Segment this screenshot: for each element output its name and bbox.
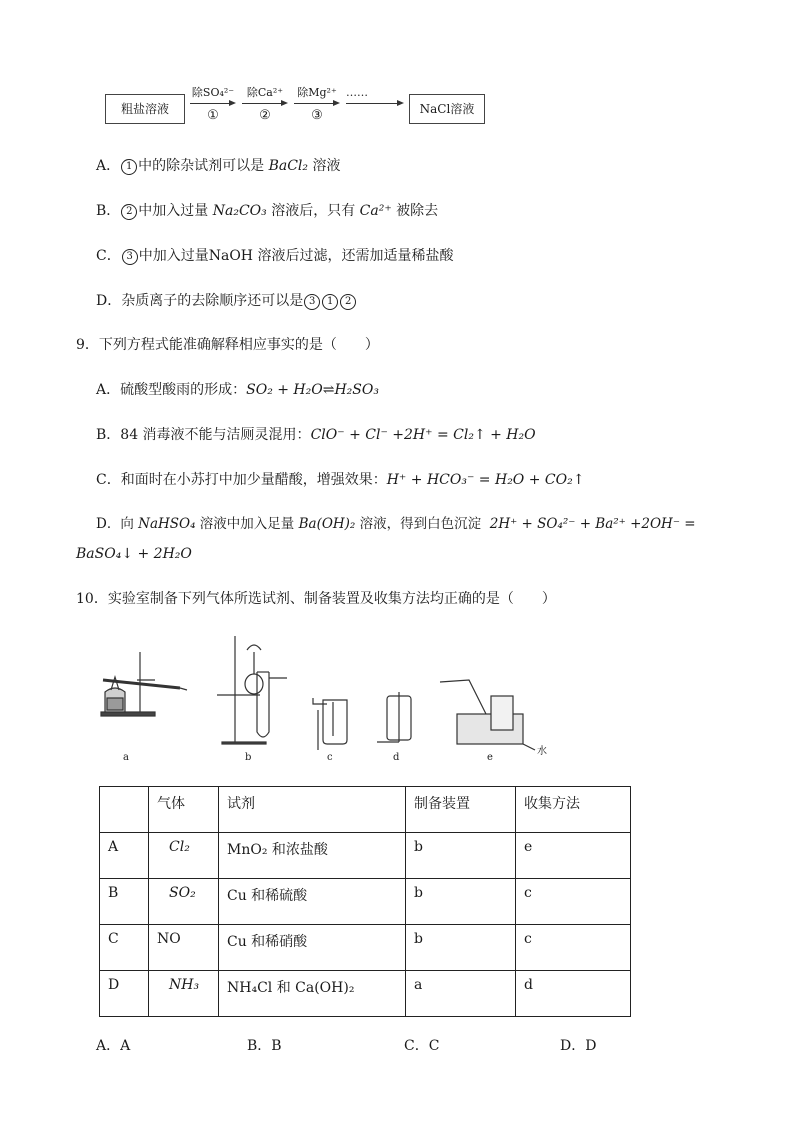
flow-step-1 <box>190 86 236 124</box>
table-cell: c <box>516 925 631 971</box>
arrow-right-icon <box>294 100 340 108</box>
flow-step-num: ① <box>207 108 219 123</box>
q10-stem: 10．实验室制备下列气体所选试剂、制备装置及收集方法均正确的是（ ） <box>76 591 556 607</box>
flow-step-num: ③ <box>311 108 323 123</box>
table-row <box>100 833 631 879</box>
apparatus-label-a: a <box>123 752 129 763</box>
flow-dots: …… <box>346 86 368 99</box>
table-cell: NO <box>149 925 219 971</box>
option-text: 溶液中加入足量 <box>195 516 299 532</box>
table-cell: D <box>100 971 149 1017</box>
arrow-right-icon <box>346 100 404 108</box>
table-header-cell: 收集方法 <box>516 787 631 833</box>
table-cell: NH₃ <box>149 971 219 1017</box>
q9-option-a <box>96 380 379 400</box>
apparatus-d <box>377 692 411 742</box>
table-cell: b <box>406 925 516 971</box>
flow-step-label: 除Mg²⁺ <box>297 86 337 99</box>
table-cell: SO₂ <box>149 879 219 925</box>
arrow-right-icon <box>190 100 236 108</box>
equation: H⁺ + HCO₃⁻ = H₂O + CO₂↑ <box>386 472 585 488</box>
q10-table <box>99 786 631 1017</box>
option-text: 溶液，得到白色沉淀 <box>355 516 482 532</box>
equation: SO₂ + H₂O⇌H₂SO₃ <box>246 382 379 398</box>
equation: 2H⁺ + SO₄²⁻ + Ba²⁺ +2OH⁻ = <box>489 516 696 532</box>
apparatus-label-b: b <box>245 752 252 763</box>
apparatus-figure <box>95 632 555 763</box>
table-header-cell: 试剂 <box>219 787 406 833</box>
q8-option-b <box>96 201 438 221</box>
table-cell: Cu 和稀硝酸 <box>219 925 406 971</box>
option-text: 中加入过量 <box>138 203 213 219</box>
flow-start-box: 粗盐溶液 <box>105 94 185 124</box>
option-text: B．84 消毒液不能与洁厕灵混用： <box>96 427 311 443</box>
q8-option-d <box>96 291 357 311</box>
q8-option-c <box>96 246 453 266</box>
option-text: 溶液后，只有 <box>266 203 360 219</box>
option-prefix: C． <box>96 248 121 264</box>
table-row <box>100 879 631 925</box>
table-cell: a <box>406 971 516 1017</box>
choice-a: A．A <box>96 1038 131 1054</box>
apparatus-e <box>440 680 535 750</box>
table-header-row <box>100 787 631 833</box>
q9-stem: 9．下列方程式能准确解释相应事实的是（ ） <box>76 337 379 353</box>
choice-c: C．C <box>404 1038 440 1054</box>
table-cell: c <box>516 879 631 925</box>
option-prefix: D． <box>96 293 122 309</box>
option-text: 溶液 <box>308 158 341 174</box>
equation: ClO⁻ + Cl⁻ +2H⁺ = Cl₂↑ + H₂O <box>310 427 536 443</box>
table-cell: NH₄Cl 和 Ca(OH)₂ <box>219 971 406 1017</box>
table-cell: b <box>406 879 516 925</box>
table-row <box>100 925 631 971</box>
flow-end-box: NaCl溶液 <box>409 94 485 124</box>
table-cell: e <box>516 833 631 879</box>
table-cell: C <box>100 925 149 971</box>
flow-step-3 <box>294 86 340 124</box>
table-cell: d <box>516 971 631 1017</box>
apparatus-label-d: d <box>393 752 400 763</box>
option-text: D．向 <box>96 516 139 532</box>
option-text: 被除去 <box>391 203 439 219</box>
flow-step-num: ② <box>259 108 271 123</box>
option-text: C．和面时在小苏打中加少量醋酸，增强效果： <box>96 472 387 488</box>
table-cell: b <box>406 833 516 879</box>
apparatus-label-e: e <box>487 752 493 763</box>
formula: BaCl₂ <box>268 158 309 174</box>
flow-step-label: 除SO₄²⁻ <box>191 86 235 99</box>
circled-number: 1 <box>322 294 338 310</box>
table-header-cell <box>100 787 149 833</box>
q9-option-d <box>96 514 696 534</box>
table-cell: Cl₂ <box>149 833 219 879</box>
circled-number: 3 <box>122 249 138 265</box>
table-cell: B <box>100 879 149 925</box>
q9-option-d-cont: BaSO₄↓ + 2H₂O <box>76 546 192 562</box>
formula: NaHSO₄ <box>138 516 196 532</box>
flow-step-2 <box>242 86 288 124</box>
arrow-right-icon <box>242 100 288 108</box>
formula: Ca²⁺ <box>359 203 392 219</box>
option-prefix: A． <box>96 158 121 174</box>
table-row <box>100 971 631 1017</box>
q9-option-c <box>96 470 584 490</box>
apparatus-b <box>217 636 287 744</box>
apparatus-a <box>101 652 187 716</box>
q9-option-b <box>96 425 536 445</box>
option-text: 杂质离子的去除顺序还可以是 <box>121 293 304 309</box>
option-text: 中的除杂试剂可以是 <box>138 158 269 174</box>
choice-b: B．B <box>247 1038 282 1054</box>
choice-d: D．D <box>560 1038 597 1054</box>
table-header-cell: 气体 <box>149 787 219 833</box>
q8-option-a <box>96 156 340 176</box>
water-label: 水 <box>537 746 547 757</box>
formula: Ba(OH)₂ <box>298 516 356 532</box>
circled-number: 1 <box>121 159 137 175</box>
formula: Na₂CO₃ <box>212 203 267 219</box>
option-text: A．硫酸型酸雨的形成： <box>96 382 247 398</box>
apparatus-c <box>313 698 347 750</box>
circled-number: 3 <box>304 294 320 310</box>
table-cell: A <box>100 833 149 879</box>
circled-number: 2 <box>121 204 137 220</box>
flow-step-dots <box>346 86 404 108</box>
circled-number: 2 <box>340 294 356 310</box>
table-header-cell: 制备装置 <box>406 787 516 833</box>
table-cell: Cu 和稀硫酸 <box>219 879 406 925</box>
option-prefix: B． <box>96 203 121 219</box>
option-text: 中加入过量NaOH 溶液后过滤，还需加适量稀盐酸 <box>138 248 454 264</box>
table-cell: MnO₂ 和浓盐酸 <box>219 833 406 879</box>
apparatus-label-c: c <box>327 752 333 763</box>
flow-step-label: 除Ca²⁺ <box>246 86 284 99</box>
